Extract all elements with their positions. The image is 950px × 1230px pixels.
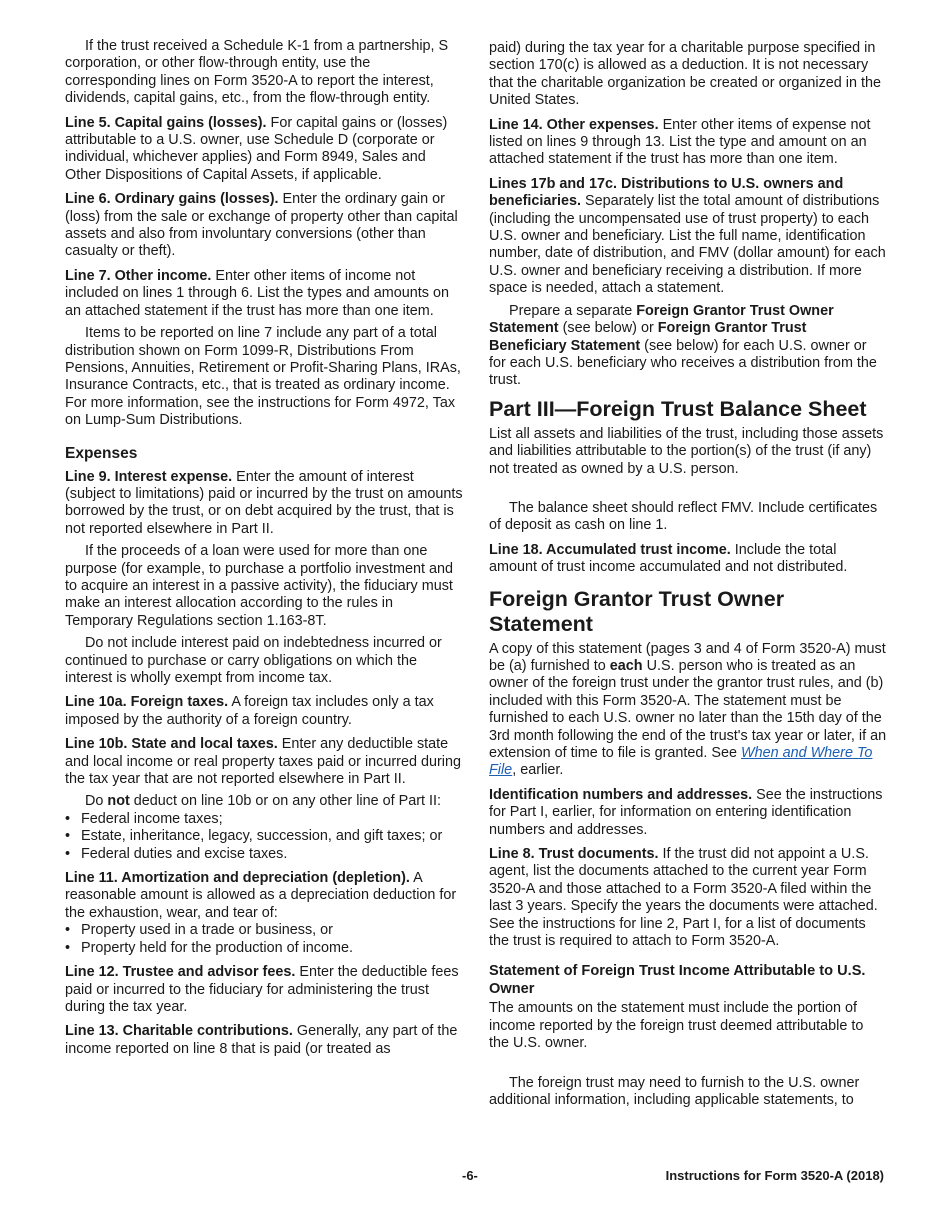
line-14-title: Line 14. Other expenses. — [489, 116, 659, 133]
line-10b-bullet-list — [65, 811, 463, 863]
line-8-entry — [489, 846, 887, 950]
line-5-entry — [65, 115, 463, 185]
line-12-title: Line 12. Trustee and advisor fees. — [65, 964, 296, 981]
page-number: -6- — [462, 1168, 478, 1183]
bullet-text: Estate, inheritance, legacy, succession, and gift taxes; or — [81, 828, 443, 845]
line-9-title: Line 9. Interest expense. — [65, 468, 233, 485]
line-7-entry — [65, 268, 463, 320]
line-7-text: Enter other items of income not included on lines 1 through 6. List the types and amounts on an attached statement if the trust has more than one item. — [65, 267, 450, 319]
line-12-text: Enter the deductible fees paid or incurred to the fiduciary for administering the trust during the tax year. — [65, 964, 459, 1015]
expenses-heading: Expenses — [65, 444, 138, 462]
id-numbers-title: Identification numbers and addresses. — [489, 786, 753, 803]
line-11-bullet-list — [65, 922, 463, 957]
not-word: not — [107, 793, 130, 810]
line-18-text: Include the total amount of trust income accumulated and not distributed. — [489, 541, 848, 576]
line-8-text: If the trust did not appoint a U.S. agent, list the documents attached to the current year Form 3520-A and those attached to a Form 3520-A filed within the last 3 years. Specify the years the documents were attached. See the instructions for line 2, Part I, for a list of documents the trust is required to attach to Form 3520-A. — [489, 846, 878, 950]
id-numbers-entry — [489, 787, 887, 839]
line-11-title: Line 11. Amortization and depreciation (depletion). — [65, 870, 410, 887]
line-13-text: Generally, any part of the income reported on line 8 that is paid (or treated as — [65, 1023, 458, 1057]
bullet-item: • Property used in a trade or business, or — [65, 922, 333, 939]
part-3-heading: Part III—Foreign Trust Balance Sheet — [489, 396, 867, 421]
right-column — [489, 40, 887, 1117]
line-10a-entry — [65, 694, 463, 729]
statement-income-text: The amounts on the statement must include the portion of income reported by the foreign trust deemed attributable to the U.S. owner. — [489, 1000, 864, 1052]
bullet-item: • Estate, inheritance, legacy, succession, and gift taxes; or — [65, 828, 443, 845]
line-10b-entry — [65, 736, 463, 788]
line-13-continued: paid) during the tax year for a charitable purpose specified in section 170(c) is allowed as a deduction. It is not necessary that the charitable organization be created or organized in the United States. — [489, 40, 882, 109]
line-9-paragraph-2: If the proceeds of a loan were used for more than one purpose (for example, to purchase a portfolio investment and to acquire an interest in a passive activity), the fiduciary must make an interest allocation according to the rules in Temporary Regulations section 1.163-8T. — [65, 543, 453, 629]
line-7-paragraph-2: Items to be reported on line 7 include any part of a total distribution shown on Form 1099-R, Distributions From Pensions, Annuities, Retirement or Profit-Sharing Plans, IRAs, Insurance Contracts, etc., that is treated as ordinary income. For more information, see the instructions for Form 4972, Tax on Lump-Sum Distributions. — [65, 325, 461, 429]
paragraph-schedule-k1: If the trust received a Schedule K-1 from a partnership, S corporation, or other flow-through entity, use the corresponding lines on Form 3520-A to report the interest, dividends, capital gains, etc., from the flow-through entity. — [65, 38, 449, 107]
line-7-title: Line 7. Other income. — [65, 267, 212, 284]
bullet-item: • Federal duties and excise taxes. — [65, 845, 288, 862]
line-12-entry — [65, 964, 463, 1016]
line-14-text: Enter other items of expense not listed on lines 9 through 13. List the type and amount on an attached statement if the trust has more than one item. — [489, 116, 871, 168]
prep-text-a: Prepare a separate — [509, 302, 633, 319]
fgto-text-c: , earlier. — [512, 762, 564, 779]
line-14-entry — [489, 117, 887, 169]
line-11-text: A reasonable amount is allowed as a depreciation deduction for the exhaustion, wear, and tear of: — [65, 870, 457, 921]
fgto-text-b: U.S. person who is treated as an owner of the foreign trust under the grantor trust rules, and (b) included with this Form 3520-A. The statement must be furnished to each U.S. owner no later than the 15th day of the 3rd month following the end of the trust's tax year or later, if an extension of time to file is granted. See — [489, 657, 887, 761]
line-6-title: Line 6. Ordinary gains (losses). — [65, 191, 279, 208]
owner-statement-text — [489, 641, 887, 780]
bullet-text: Federal income taxes; — [81, 810, 223, 827]
beneficiary-statement-ref: Foreign Grantor Trust Beneficiary Statement — [489, 320, 807, 354]
line-10b-do-not — [65, 793, 463, 810]
part-3-text: List all assets and liabilities of the trust, including those assets and liabilities attributable to the portion(s) of the trust (if any) not treated as owned by a U.S. person. — [489, 425, 884, 477]
line-10a-title: Line 10a. Foreign taxes. — [65, 694, 229, 711]
line-17-entry — [489, 176, 887, 298]
do-word: Do — [85, 793, 104, 810]
line-11-entry — [65, 870, 463, 922]
bullet-item: • Property held for the production of income. — [65, 939, 353, 956]
statement-income-heading: Statement of Foreign Trust Income Attributable to U.S. Owner — [489, 963, 866, 998]
line-10b-text: Enter any deductible state and local income or real property taxes paid or incurred during the tax year that are not reported elsewhere in Part II. — [65, 736, 461, 788]
line-13-title: Line 13. Charitable contributions. — [65, 1023, 293, 1040]
line-6-entry — [65, 191, 463, 261]
line-13-entry — [65, 1023, 463, 1058]
owner-statement-heading: Foreign Grantor Trust Owner Statement — [489, 586, 785, 636]
each-word: each — [609, 657, 643, 674]
left-column — [65, 40, 463, 1065]
line-5-text: For capital gains or (losses) attributable to a U.S. owner, use Schedule D (corporate or individual, whichever applies) and Form 8949, Sales and Other Dispositions of Capital Assets, if applicable. — [65, 114, 448, 183]
bullet-text: Federal duties and excise taxes. — [81, 845, 288, 862]
statement-income-paragraph-2: The foreign trust may need to furnish to the U.S. owner additional information, including applicable statements, to — [489, 1074, 860, 1109]
bullet-text: Property held for the production of income. — [81, 939, 353, 956]
prep-text-d: (see below) for each U.S. owner or for each U.S. beneficiary who receives a distribution from the trust. — [489, 337, 877, 389]
owner-statement-ref: Foreign Grantor Trust Owner Statement — [489, 302, 834, 337]
prep-text-c: (see below) or — [562, 320, 654, 337]
balance-sheet-fmv-paragraph: The balance sheet should reflect FMV. Include certificates of deposit as cash on line 1. — [489, 499, 878, 534]
fgto-text-a: A copy of this statement (pages 3 and 4 of Form 3520-A) must be (a) furnished to — [489, 640, 886, 674]
line-9-text: Enter the amount of interest (subject to limitations) paid or incurred by the trust on amounts borrowed by the trust, or on debt acquired by the trust, that is not reported elsewhere in Part II. — [65, 468, 463, 537]
line-9-entry — [65, 469, 463, 539]
form-name: Instructions for Form 3520-A (2018) — [665, 1168, 884, 1183]
line-10a-text: A foreign tax includes only a tax imposed by the authority of a foreign country. — [65, 694, 434, 728]
line-17-text: Separately list the total amount of distributions (including the uncompensated use of trust property) to each U.S. owner and beneficiary. List the full name, identification number, date of distribution, and FMV (dollar amount) for each U.S. owner and beneficiary receiving a distribution. If more space is needed, attach a statement. — [489, 193, 886, 297]
line-17-title: Lines 17b and 17c. Distributions to U.S. owners and beneficiaries. — [489, 175, 844, 210]
line-6-text: Enter the ordinary gain or (loss) from the sale or exchange of property other than capital assets and also from involuntary conversions (other than casualty or theft). — [65, 191, 458, 260]
line-5-title: Line 5. Capital gains (losses). — [65, 114, 267, 131]
bullet-item: • Federal income taxes; — [65, 810, 223, 827]
line-8-title: Line 8. Trust documents. — [489, 846, 659, 863]
line-18-title: Line 18. Accumulated trust income. — [489, 541, 731, 558]
when-where-to-file-link[interactable]: When and Where To File — [489, 745, 873, 779]
line-18-entry — [489, 542, 887, 577]
prepare-statement-paragraph — [489, 303, 887, 390]
line-9-paragraph-3: Do not include interest paid on indebtedness incurred or continued to purchase or carry obligations on which the interest is wholly exempt from income tax. — [65, 635, 442, 686]
id-numbers-text: See the instructions for Part I, earlier, for information on entering identification numbers and addresses. — [489, 786, 883, 838]
do-not-rest: deduct on line 10b or on any other line of Part II: — [133, 793, 441, 810]
line-10b-title: Line 10b. State and local taxes. — [65, 736, 278, 753]
bullet-text: Property used in a trade or business, or — [81, 922, 333, 939]
